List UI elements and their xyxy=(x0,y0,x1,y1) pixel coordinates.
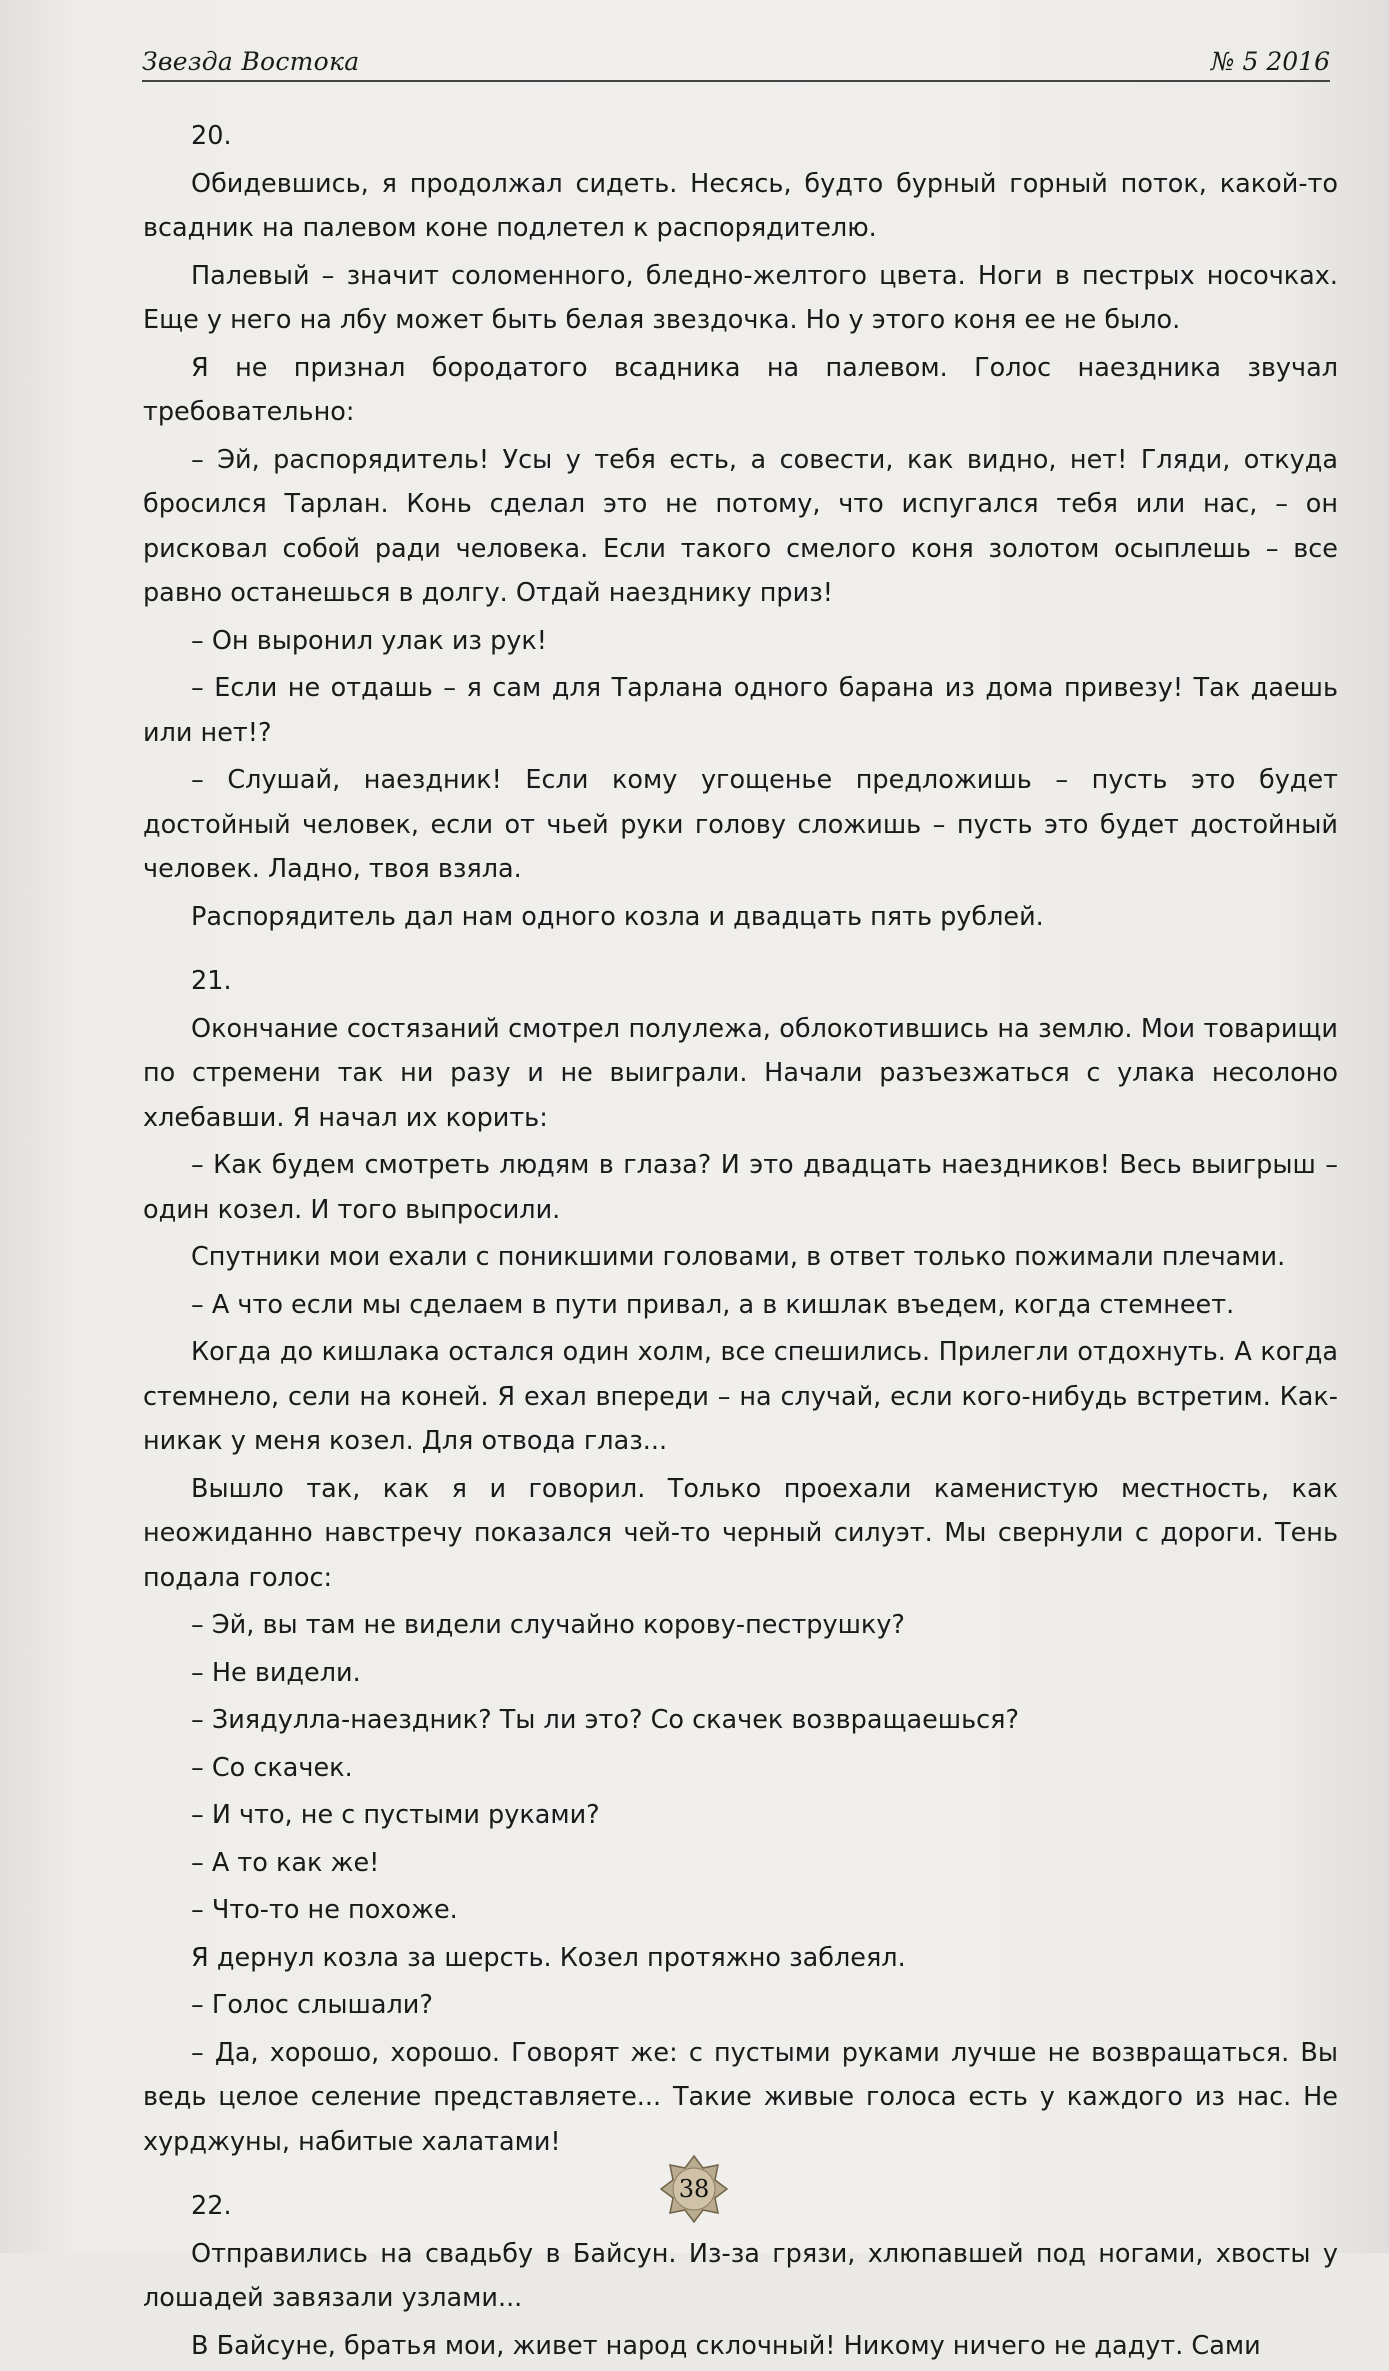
paragraph: Окончание состязаний смотрел полулежа, облокотившись на землю. Мои товарищи по стремени так ни разу и не выиграли. Начали разъезжаться с улака несолоно хлебавши. Я начал их корить: xyxy=(143,1013,1338,1133)
paragraph: Обидевшись, я продолжал сидеть. Несясь, будто бурный горный поток, какой-то всадник на палевом коне подлетел к распорядителю. xyxy=(143,168,1338,243)
paragraph: Распорядитель дал нам одного козла и двадцать пять рублей. xyxy=(191,901,1044,932)
paragraph: – Да, хорошо, хорошо. Говорят же: с пустыми руками лучше не возвращаться. Вы ведь целое селение представляете... Такие живые голоса есть у каждого из нас. Не хурджуны, набитые халатами! xyxy=(143,2037,1338,2157)
paragraph: Спутники мои ехали с поникшими головами, в ответ только пожимали плечами. xyxy=(191,1242,1286,1272)
page-number-badge xyxy=(659,2154,729,2224)
paragraph: – А то как же! xyxy=(191,1847,380,1878)
running-header xyxy=(142,40,1330,82)
paragraph: Когда до кишлака остался один холм, все спешились. Прилегли отдохнуть. А когда стемнело, сели на коней. Я ехал впереди – на случай, если кого-нибудь встретим. Как-никак у меня козел. Для отвода глаз... xyxy=(143,1337,1338,1456)
paragraph: – Эй, распорядитель! Усы у тебя есть, а совести, как видно, нет! Гляди, откуда бросился Тарлан. Конь сделал это не потому, что испугался тебя или нас, – он рисковал собой ради человека. Если такого смелого коня золотом осыплешь – все равно останешься в долгу. Отдай наезднику приз! xyxy=(143,444,1338,608)
paragraph: – Если не отдашь – я сам для Тарлана одного барана из дома привезу! Так даешь или нет!? xyxy=(143,673,1338,748)
paragraph: Вышло так, как я и говорил. Только проехали каменистую местность, как неожиданно навстречу показался чей-то черный силуэт. Мы свернули с дороги. Тень подала голос: xyxy=(143,1473,1338,1593)
paragraph: – Со скачек. xyxy=(191,1752,353,1783)
paragraph: В Байсуне, братья мои, живет народ склочный! Никому ничего не дадут. Сами xyxy=(191,2330,1261,2361)
paragraph: – Не видели. xyxy=(191,1657,361,1688)
paragraph: – Что-то не похоже. xyxy=(191,1895,458,1925)
article-body xyxy=(143,114,1338,2371)
paragraph: Я дернул козла за шерсть. Козел протяжно заблеял. xyxy=(191,1942,906,1973)
paragraph: – Голос слышали? xyxy=(191,1990,433,2020)
section-number: 20. xyxy=(191,121,232,151)
page-number: 38 xyxy=(678,2175,710,2203)
section-number: 22. xyxy=(191,2191,232,2221)
paragraph: Отправились на свадьбу в Байсун. Из-за грязи, хлюпавшей под ногами, хвосты у лошадей завязали узлами... xyxy=(143,2238,1338,2313)
paragraph: – Зиядулла-наездник? Ты ли это? Со скачек возвращаешься? xyxy=(191,1705,1020,1735)
paragraph: – Эй, вы там не видели случайно корову-пеструшку? xyxy=(191,1610,905,1640)
paragraph: Палевый – значит соломенного, бледно-желтого цвета. Ноги в пестрых носочках. Еще у него на лбу может быть белая звездочка. Но у этого коня ее не было. xyxy=(143,260,1338,335)
issue-number: № 5 2016 xyxy=(1210,47,1330,76)
section-number: 21. xyxy=(191,966,232,996)
paragraph: – Он выронил улак из рук! xyxy=(191,625,547,656)
paragraph: – Слушай, наездник! Если кому угощенье предложишь – пусть это будет достойный человек, если от чьей руки голову сложишь – пусть это будет достойный человек. Ладно, твоя взяла. xyxy=(143,765,1338,884)
paragraph: – И что, не с пустыми руками? xyxy=(191,1800,600,1830)
paragraph: – Как будем смотреть людям в глаза? И это двадцать наездников! Весь выигрыш – один козел. И того выпросили. xyxy=(143,1150,1338,1225)
journal-title: Звезда Востока xyxy=(142,47,360,76)
paragraph: – А что если мы сделаем в пути привал, а в кишлак въедем, когда стемнеет. xyxy=(191,1289,1235,1320)
paragraph: Я не признал бородатого всадника на палевом. Голос наездника звучал требовательно: xyxy=(143,352,1338,427)
